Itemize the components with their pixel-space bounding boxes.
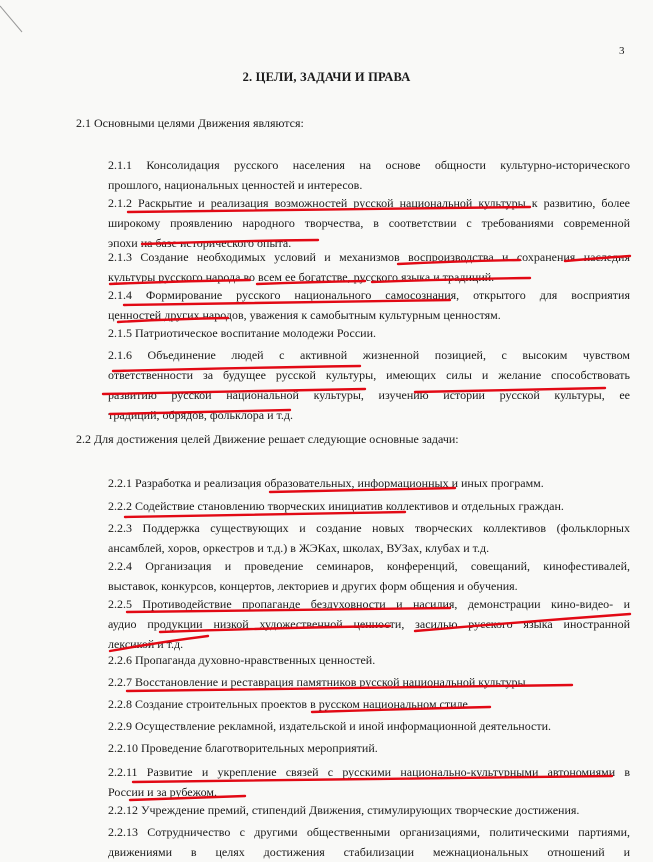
text-line: 2.2.4 Организация и проведение семинаров, конференций, совещаний, кинофестивалей, bbox=[108, 559, 630, 573]
goal-item bbox=[108, 345, 630, 425]
task-item bbox=[108, 822, 630, 862]
text-line: 2.1.5 Патриотическое воспитание молодежи России. bbox=[108, 326, 377, 340]
goal-item bbox=[108, 155, 630, 195]
text-line: развитию русской национальной культуры, изучению истории русской культуры, ее bbox=[108, 388, 630, 402]
text-line: 2.2.1 Разработка и реализация образовательных, информационных и иных программ. bbox=[108, 476, 544, 490]
text-line: ансамблей, хоров, оркестров и т.д.) в ЖЭКах, школах, ВУЗах, клубах и т.д. bbox=[108, 541, 490, 555]
text-line: традиций, обрядов, фольклора и т.д. bbox=[108, 408, 293, 422]
section-2-2-intro: 2.2 Для достижения целей Движение решает следующие основные задачи: bbox=[76, 432, 459, 446]
task-item bbox=[108, 762, 630, 802]
text-line: 2.2.12 Учреждение премий, стипендий Движения, стимулирующих творческие достижения. bbox=[108, 803, 580, 817]
text-line: движениями в целях достижения стабилизации межнациональных отношений и bbox=[108, 845, 630, 859]
task-item bbox=[108, 496, 630, 516]
text-line: прошлого, национальных ценностей и интересов. bbox=[108, 178, 363, 192]
text-line: эпохи на базе исторического опыта. bbox=[108, 236, 292, 250]
task-item bbox=[108, 594, 630, 654]
text-line: 2.1.2 Раскрытие и реализация возможностей русской национальной культуры к развитию, более bbox=[108, 196, 630, 210]
text-line: 2.2.11 Развитие и укрепление связей с русскими национально-культурными автономиями в bbox=[108, 765, 630, 779]
task-item bbox=[108, 650, 630, 670]
task-item bbox=[108, 672, 630, 692]
goal-item bbox=[108, 247, 630, 287]
text-line: выставок, конкурсов, концертов, лекториев и других форм общения и обучения. bbox=[108, 579, 518, 593]
text-line: 2.2.8 Создание строительных проектов в русском национальном стиле. bbox=[108, 697, 471, 711]
text-line: 2.1.1 Консолидация русского населения на основе общности культурно-исторического bbox=[108, 158, 630, 172]
text-line: 2.1.3 Создание необходимых условий и механизмов воспроизводства и сохранения наследия bbox=[108, 250, 630, 264]
goal-item bbox=[108, 285, 630, 325]
text-line: 2.2.13 Сотрудничество с другими общественными организациями, политическими партиями, bbox=[108, 825, 630, 839]
text-line: 2.2.3 Поддержка существующих и создание новых творческих коллективов (фольклорных bbox=[108, 521, 630, 535]
text-line: ценностей других народов, уважения к самобытным культурным ценностям. bbox=[108, 308, 501, 322]
task-item bbox=[108, 556, 630, 596]
text-line: 2.2.2 Содействие становлению творческих инициатив коллективов и отдельных граждан. bbox=[108, 499, 564, 513]
text-line: России и за рубежом. bbox=[108, 785, 217, 799]
text-line: 2.2.5 Противодействие пропаганде бездуховности и насилия, демонстрации кино-видео- и bbox=[108, 597, 630, 611]
task-item bbox=[108, 800, 630, 820]
text-line: культуры русского народа во всем ее богатстве, русского языка и традиций. bbox=[108, 270, 495, 284]
page-number: 3 bbox=[619, 45, 625, 57]
text-line: широкому проявлению народного творчества, в соответствии с требованиями современной bbox=[108, 216, 630, 230]
text-line: 2.2.6 Пропаганда духовно-нравственных ценностей. bbox=[108, 653, 376, 667]
text-line: 2.2.9 Осуществление рекламной, издательской и иной информационной деятельности. bbox=[108, 719, 552, 733]
text-line: 2.2.7 Восстановление и реставрация памятников русской национальной культуры. bbox=[108, 675, 529, 689]
text-line: лексикой и т.д. bbox=[108, 637, 184, 651]
text-line: ответственности за будущее русской культуры, имеющих силы и желание способствовать bbox=[108, 368, 630, 382]
section-title: 2. ЦЕЛИ, ЗАДАЧИ И ПРАВА bbox=[242, 70, 411, 84]
task-item bbox=[108, 473, 630, 493]
text-line: 2.1.4 Формирование русского национального самосознания, открытого для восприятия bbox=[108, 288, 630, 302]
task-item bbox=[108, 738, 630, 758]
text-line: 2.2.10 Проведение благотворительных мероприятий. bbox=[108, 741, 378, 755]
section-2-1-intro: 2.1 Основными целями Движения являются: bbox=[76, 116, 304, 130]
page-corner-fold bbox=[0, 0, 30, 40]
goal-item bbox=[108, 323, 630, 343]
text-line: аудио продукции низкой художественной ценности, засилью русского языка иностранной bbox=[108, 617, 630, 631]
goal-item bbox=[108, 193, 630, 253]
task-item bbox=[108, 716, 630, 736]
task-item bbox=[108, 518, 630, 558]
text-line: 2.1.6 Объединение людей с активной жизненной позицией, с высоким чувством bbox=[108, 348, 630, 362]
task-item bbox=[108, 694, 630, 714]
